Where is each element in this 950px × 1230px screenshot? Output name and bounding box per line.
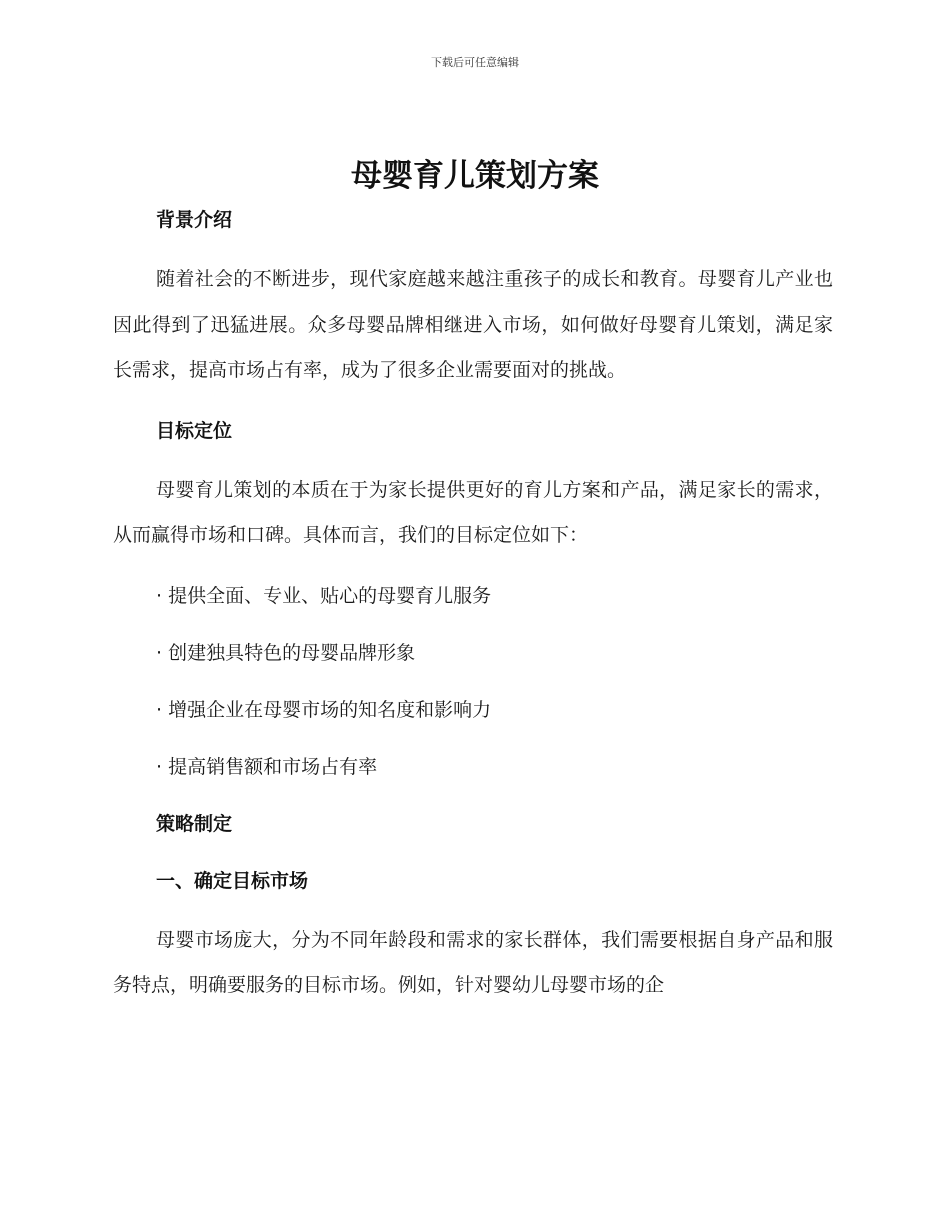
paragraph-market: 母婴市场庞大，分为不同年龄段和需求的家长群体，我们需要根据自身产品和服务特点，明确要服务的目标市场。例如，针对婴幼儿母婴市场的企 (113, 928, 833, 996)
bullet-item: · 提供全面、专业、贴心的母婴育儿服务 (156, 584, 492, 607)
paragraph-target: 母婴育儿策划的本质在于为家长提供更好的育儿方案和产品，满足家长的需求，从而赢得市场和口碑。具体而言，我们的目标定位如下： (113, 478, 833, 546)
section-heading-background: 背景介绍 (156, 209, 233, 231)
bullet-item: · 增强企业在母婴市场的知名度和影响力 (156, 698, 492, 721)
section-heading-strategy: 策略制定 (156, 812, 233, 835)
header-note: 下载后可任意编辑 (431, 56, 519, 69)
subsection-heading-market: 一、确定目标市场 (156, 869, 309, 892)
document-title: 母婴育儿策划方案 (351, 158, 599, 194)
section-heading-target: 目标定位 (156, 419, 233, 442)
paragraph-background: 随着社会的不断进步，现代家庭越来越注重孩子的成长和教育。母婴育儿产业也因此得到了迅猛进展。众多母婴品牌相继进入市场，如何做好母婴育儿策划，满足家长需求，提高市场占有率，成为了很多企业需要面对的挑战。 (113, 268, 833, 381)
document-body (113, 200, 833, 1009)
bullet-item: · 创建独具特色的母婴品牌形象 (156, 641, 416, 664)
bullet-item: · 提高销售额和市场占有率 (156, 755, 378, 778)
